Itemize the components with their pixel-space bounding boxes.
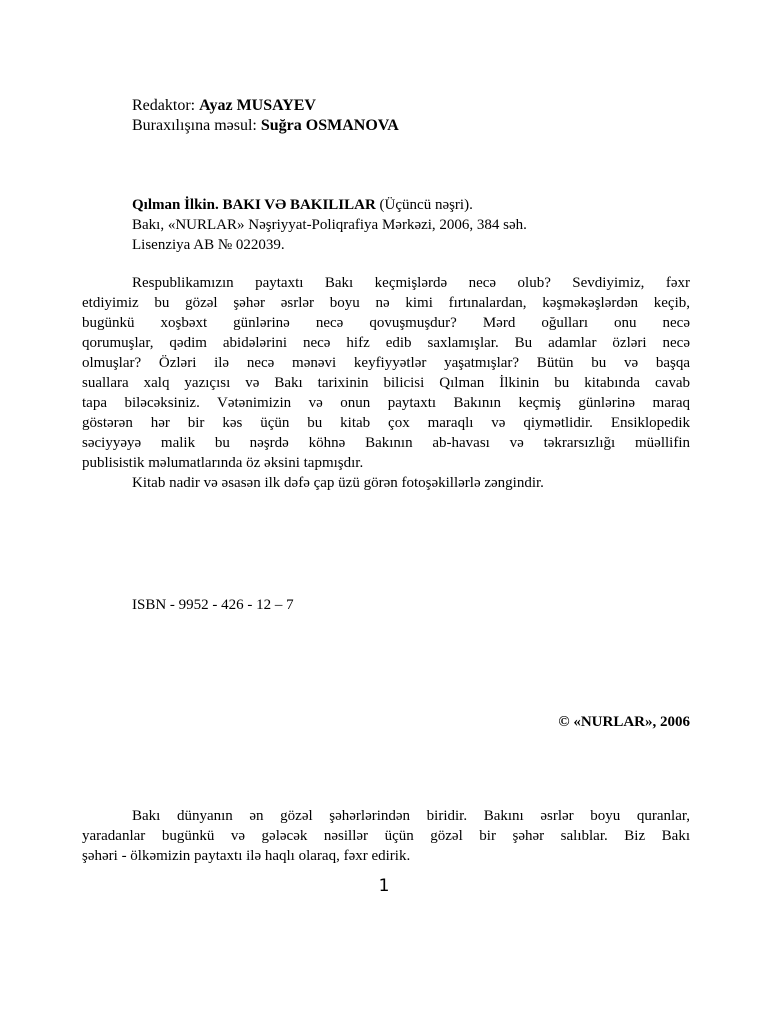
abstract-line: Respublikamızın paytaxtı Bakı keçmişlərdə necə olub? Sevdiyimiz, fəxr [132, 275, 690, 291]
editor-label: Redaktor: [132, 97, 200, 114]
abstract-line: səciyyəyə malik bu nəşrdə köhnə Bakının ab-havası və təkrarsızlığı müəllifin [82, 435, 690, 451]
abstract-line: olmuşlar? Özləri ilə necə mənəvi keyfiyyətlər yaşatmışlar? Bütün bu və başqa [82, 355, 690, 371]
responsible-name: Suğra OSMANOVA [260, 117, 399, 134]
quote-paragraph [82, 806, 690, 866]
publisher-line: Bakı, «NURLAR» Nəşriyyat-Poliqrafiya Mərkəzi, 2006, 384 səh. [132, 217, 527, 233]
quote-line: yaradanlar bugünkü və gələcək nəsillər üçün gözəl bir şəhər salıblar. Biz Bakı [82, 828, 690, 844]
credits-block [82, 96, 690, 136]
copyright-text: © «NURLAR», 2006 [558, 714, 690, 730]
abstract-line: göstərən hər bir kəs üçün bu kitab çox maraqlı və qiymətlidir. Ensiklopedik [82, 415, 690, 431]
license-line: Lisenziya AB № 022039. [132, 237, 285, 253]
abstract-line: qorumuşlar, qədim abidələrini necə hifz edib saxlamışlar. Bu adamlar özləri necə [82, 335, 690, 351]
quote-line: şəhəri - ölkəmizin paytaxtı ilə haqlı olaraq, fəxr edirik. [82, 848, 411, 864]
isbn-number: ISBN - 9952 - 426 - 12 – 7 [132, 597, 294, 613]
editor-name: Ayaz MUSAYEV [199, 97, 316, 114]
abstract-paragraph [82, 273, 690, 493]
isbn-line [82, 595, 690, 615]
abstract-closing-line: Kitab nadir və əsasən ilk dəfə çap üzü görən fotoşəkillərlə zəngindir. [132, 475, 544, 491]
catalog-block [82, 195, 690, 255]
catalog-title-line [82, 195, 690, 215]
abstract-line: tapa biləcəksiniz. Vətənimizin və onun paytaxtı Bakının keçmiş günlərinə maraq [82, 395, 690, 411]
abstract-line: bugünkü xoşbəxt günlərinə necə qovuşmuşdur? Mərd oğulları onu necə [82, 315, 690, 331]
editor-line [82, 96, 690, 116]
responsible-label: Buraxılışına məsul: [132, 117, 261, 134]
responsible-line [82, 116, 690, 136]
quote-line: Bakı dünyanın ən gözəl şəhərlərindən biridir. Bakını əsrlər boyu quranlar, [132, 808, 690, 824]
abstract-line: etdiyimiz bu gözəl şəhər əsrlər boyu nə kimi fırtınalardan, kəşməkəşlərdən keçib, [82, 295, 690, 311]
copyright-line [82, 712, 690, 732]
page-number: 1 [378, 876, 390, 896]
abstract-line: suallara xalq yazıçısı və Bakı tarixinin bilicisi Qılman İlkinin bu kitabında cavab [82, 375, 690, 391]
book-title: BAKI VƏ BAKILILAR [222, 197, 376, 213]
author-name: Qılman İlkin. [132, 197, 219, 213]
abstract-line: publisistik məlumatlarında öz əksini tapmışdır. [82, 455, 364, 471]
edition-note: (Üçüncü nəşri). [375, 197, 473, 213]
